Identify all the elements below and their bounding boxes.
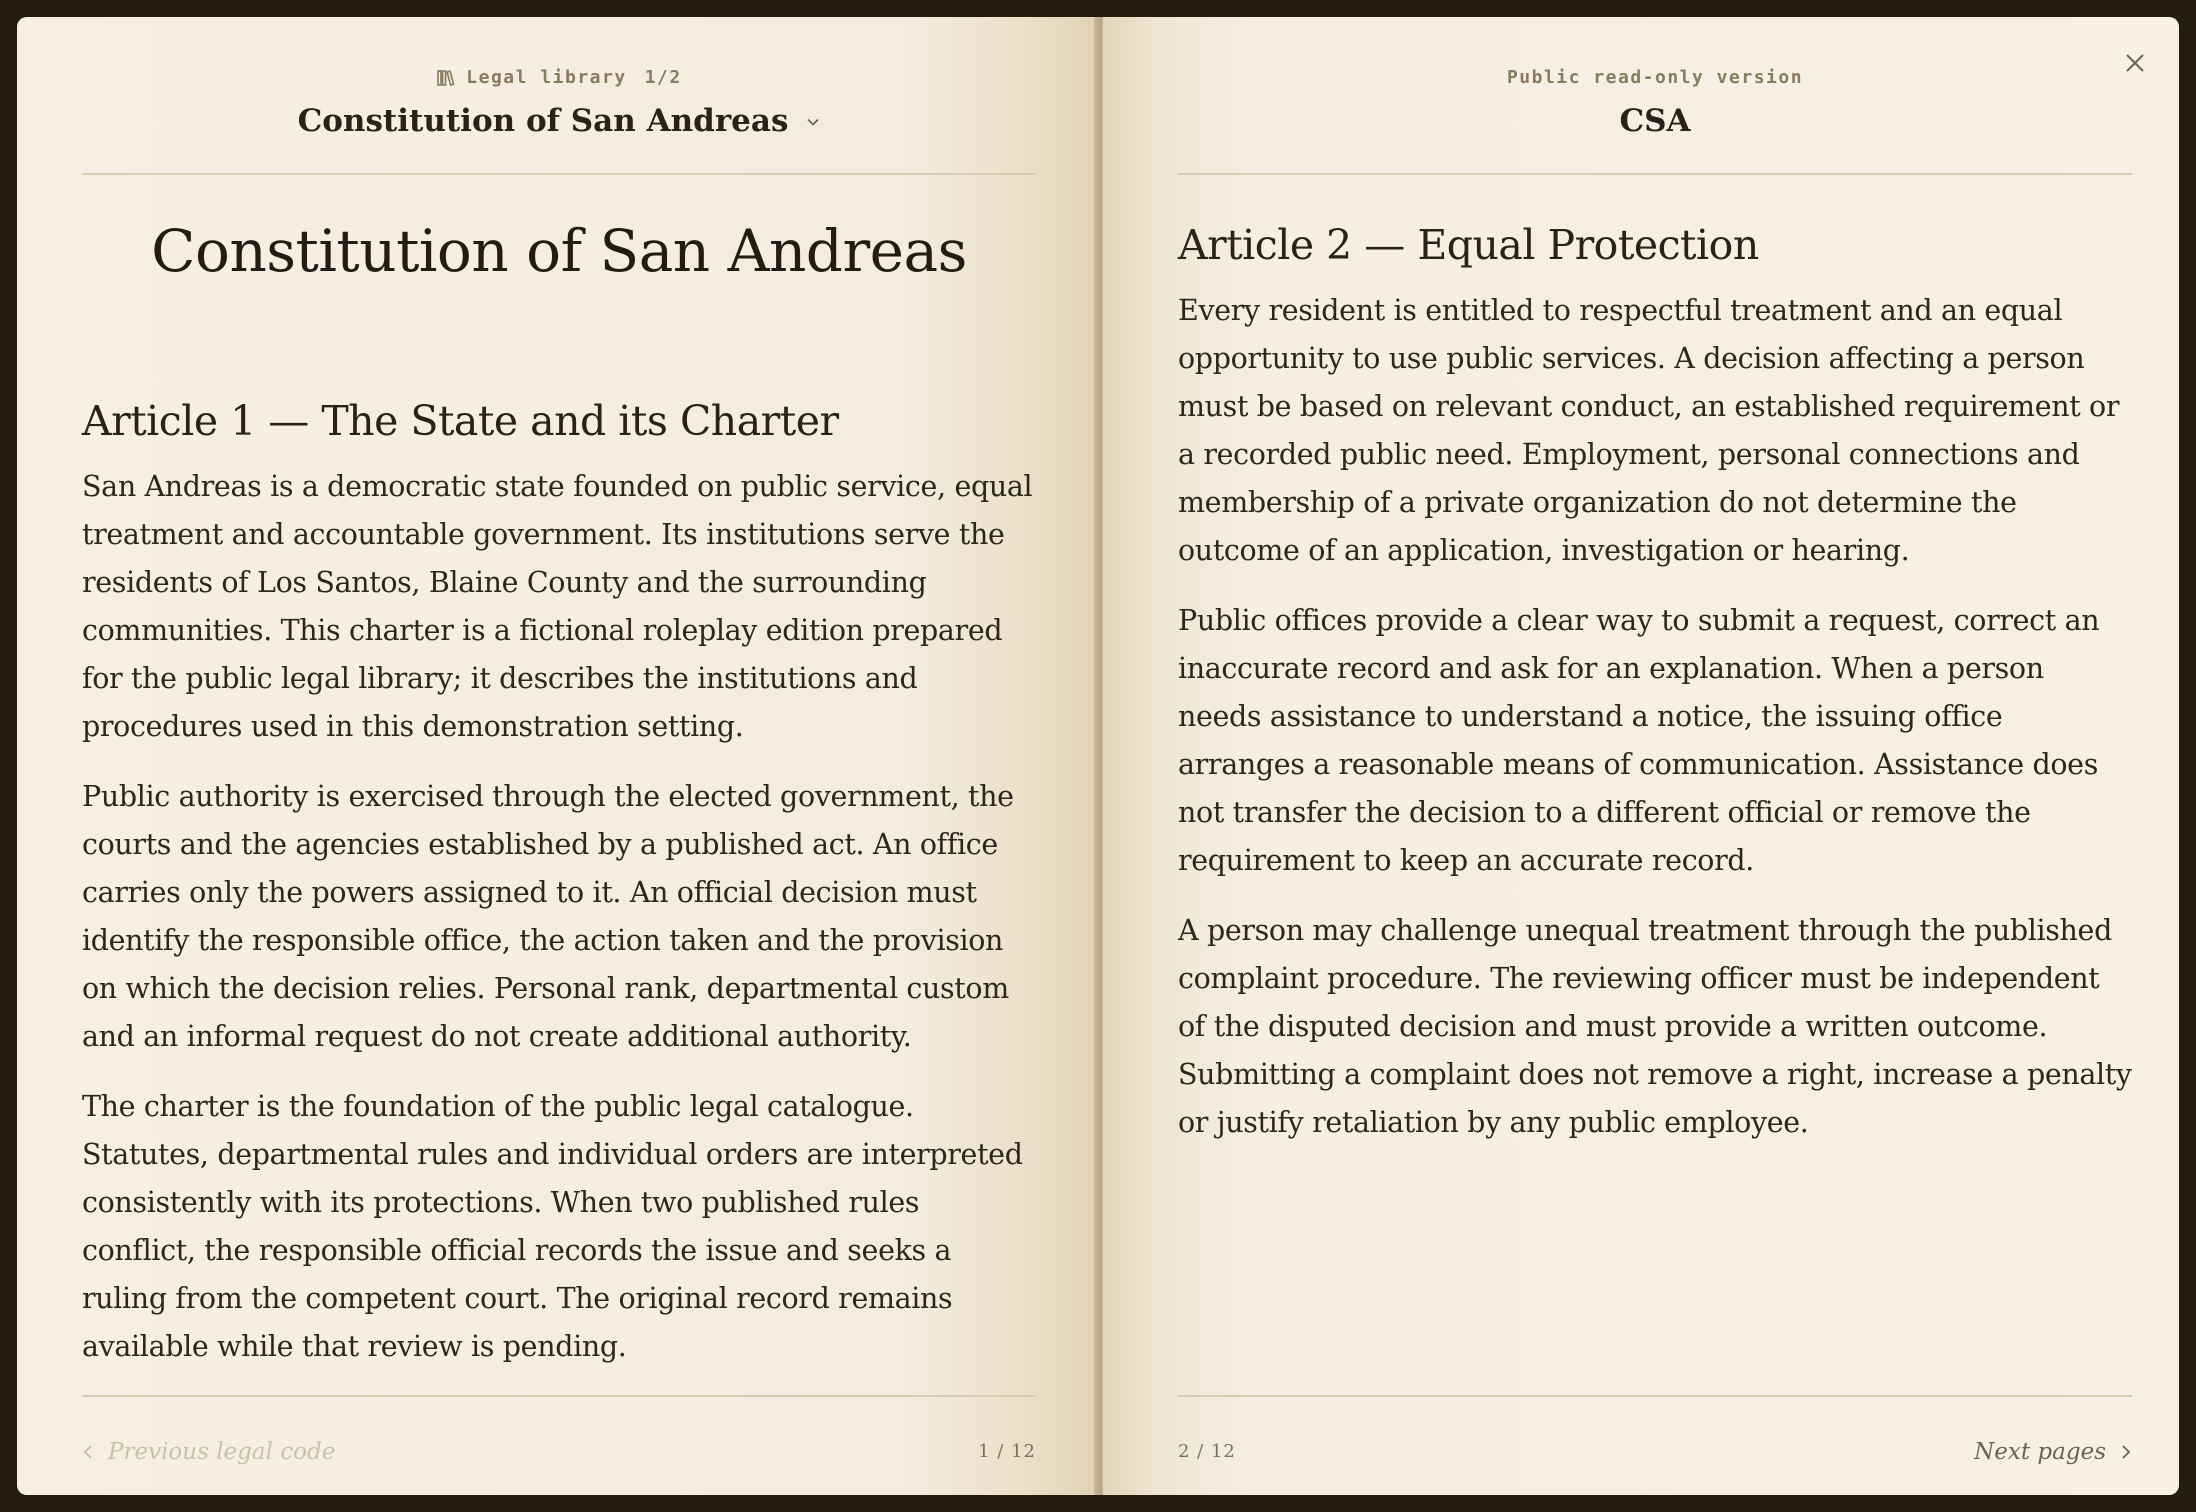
library-label: Legal library (466, 67, 627, 88)
next-pages-label: Next pages (1974, 1439, 2106, 1465)
right-page-footer (1178, 1395, 2132, 1495)
version-label: Public read-only version (1506, 67, 1804, 88)
chevron-left-icon (82, 1443, 94, 1461)
article-paragraph: A person may challenge unequal treatment through the published complaint procedure. The reviewing officer must be independent of the disputed decision and must provide a written outcome. Submitting a complaint does not remove a right, increase a penalty or justify retaliation by any public employee. (1178, 914, 2132, 1139)
article-title: Article 2 — Equal Protection (1178, 221, 1759, 269)
book-reader (17, 17, 2179, 1495)
article-1 (82, 397, 1036, 1393)
article-2 (1178, 221, 2132, 1169)
chevron-down-icon (806, 115, 820, 129)
code-abbreviation: CSA (1619, 103, 1691, 139)
left-page-column (82, 17, 1036, 1495)
right-page-column (1178, 17, 2132, 1495)
code-selector[interactable] (82, 103, 1036, 139)
left-page-footer (82, 1395, 1036, 1495)
article-body (1178, 287, 2132, 1147)
document-title: Constitution of San Andreas (151, 217, 967, 285)
close-icon (2123, 51, 2147, 75)
article-paragraph: The charter is the foundation of the public legal catalogue. Statutes, departmental rules and individual orders are interpreted consistently with its protections. When two published rules conflict, the responsible official records the issue and seeks a ruling from the competent court. The original record remains available while that review is pending. (82, 1090, 1023, 1363)
article-body (82, 463, 1036, 1371)
article-paragraph: Public offices provide a clear way to submit a request, correct an inaccurate record and ask for an explanation. When a person needs assistance to understand a notice, the issuing office arranges a reasonable means of communication. Assistance does not transfer the decision to a different official or remove the requirement to keep an accurate record. (1178, 604, 2100, 877)
right-page (1103, 17, 2179, 1495)
close-button[interactable] (2115, 43, 2155, 83)
chevron-right-icon (2120, 1443, 2132, 1461)
previous-code-button[interactable] (82, 1439, 335, 1465)
article-paragraph: San Andreas is a democratic state founded on public service, equal treatment and accountable government. Its institutions serve the residents of Los Santos, Blaine County and the surrounding communities. This charter is a fictional roleplay edition prepared for the public legal library; it describes the institutions and procedures used in this demonstration setting. (82, 470, 1033, 743)
library-indicator (82, 67, 1036, 88)
left-page (17, 17, 1097, 1495)
article-paragraph: Every resident is entitled to respectful treatment and an equal opportunity to use public services. A decision affecting a person must be based on relevant conduct, an established requirement or a recorded public need. Employment, personal connections and membership of a private organization do not determine the outcome of an application, investigation or hearing. (1178, 294, 2120, 567)
left-page-header (82, 17, 1036, 175)
page-number: 2 / 12 (1178, 1441, 1236, 1462)
page-number: 1 / 12 (978, 1441, 1036, 1462)
right-page-header (1178, 17, 2132, 175)
code-selector-label: Constitution of San Andreas (297, 103, 789, 139)
next-pages-button[interactable] (1974, 1439, 2132, 1465)
article-title: Article 1 — The State and its Charter (82, 397, 839, 445)
article-paragraph: Public authority is exercised through the elected government, the courts and the agencies established by a published act. An office carries only the powers assigned to it. An official decision must identify the responsible office, the action taken and the provision on which the decision relies. Personal rank, departmental custom and an informal request do not create additional authority. (82, 780, 1014, 1053)
previous-code-label: Previous legal code (108, 1439, 336, 1465)
books-icon (436, 68, 456, 88)
library-count: 1/2 (644, 67, 682, 88)
